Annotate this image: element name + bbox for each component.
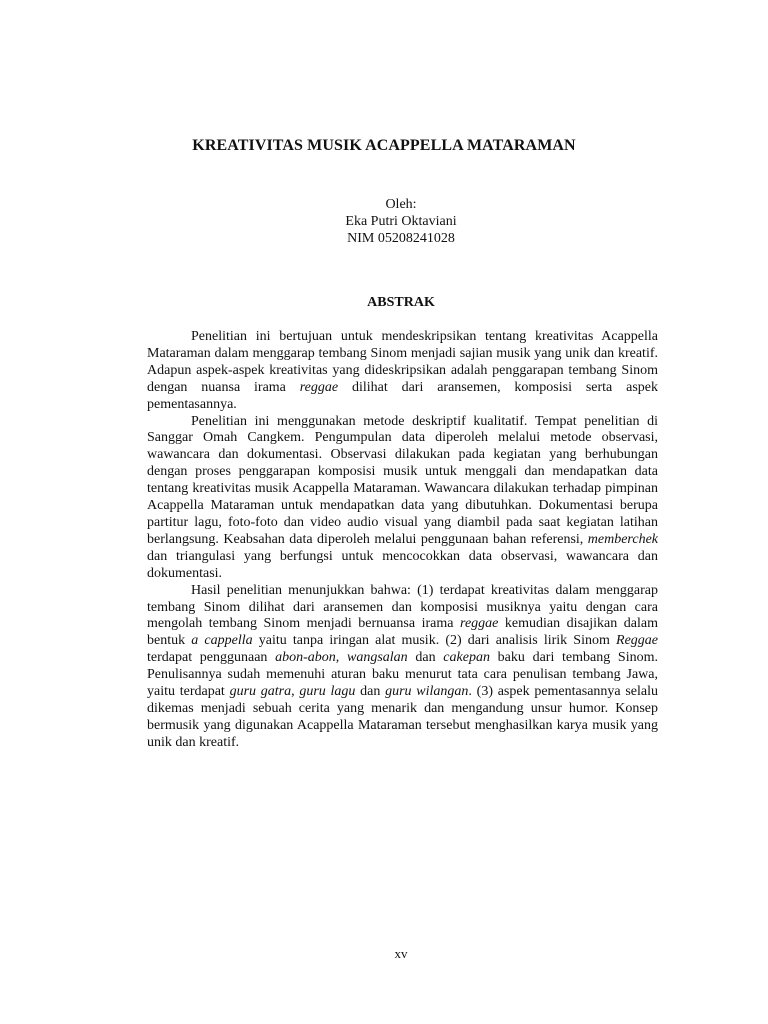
text-run: kemudian disajikan dalam bentuk <box>147 616 658 649</box>
italic-term: cakepan <box>443 650 490 666</box>
italic-term: a cappella <box>191 633 253 649</box>
author-name: Eka Putri Oktaviani <box>345 214 457 229</box>
text-run: dan <box>407 650 444 666</box>
text-run: , <box>291 684 300 700</box>
italic-term: Reggae <box>616 633 658 649</box>
italic-term: guru wilangan <box>385 684 469 700</box>
abstract-body <box>147 329 658 752</box>
text-run: Hasil penelitian menunjukkan bahwa: (1) terdapat kreativitas dalam menggarap tembang Sinom dilihat dari aransemen dan komposisi musiknya yaitu dengan cara mengolah tembang Sinom menjadi bernuansa irama <box>147 582 658 632</box>
text-run: . (3) aspek pementasannya selalu dikemas menjadi sebuah cerita yang menarik dan mengandung unsur humor. Konsep bermusik yang digunakan Acappella Mataraman tersebut menghasilkan karya musik yang unik dan kreatif. <box>147 684 659 750</box>
italic-term: guru lagu <box>299 684 356 700</box>
italic-term: abon-abon, wangsalan <box>275 650 408 666</box>
abstract-paragraph <box>147 583 658 752</box>
italic-term: memberchek <box>587 531 658 547</box>
author-block <box>0 196 768 247</box>
abstract-paragraph <box>147 329 658 414</box>
page-number: xv <box>394 946 408 961</box>
text-run: dilihat dari aransemen, komposisi serta aspek pementasannya. <box>147 379 658 412</box>
abstract-heading: ABSTRAK <box>367 295 435 310</box>
text-run: Penelitian ini menggunakan metode deskriptif kualitatif. Tempat penelitian di Sanggar Omah Cangkem. Pengumpulan data diperoleh melalui metode observasi, wawancara dan dokumentasi. Observasi dilakukan pada kegiatan yang berhubungan dengan proses penggarapan komposisi musik untuk menggali dan mendapatkan data tentang kreativitas musik Acappella Mataraman. Wawancara dilakukan terhadap pimpinan Acappella Mataraman untuk mendapatkan data yang dibutuhkan. Dokumentasi berupa partitur lagu, foto-foto dan video audio visual yang diambil pada saat kegiatan latihan berlangsung. Keabsahan data diperoleh melalui penggunaan bahan referensi, <box>147 413 658 547</box>
italic-term: guru gatra <box>229 684 292 700</box>
byline-label: Oleh: <box>385 197 417 212</box>
text-run: terdapat penggunaan <box>147 650 276 666</box>
italic-term: reggae <box>460 616 499 632</box>
text-run: dan <box>355 684 386 700</box>
text-run: yaitu tanpa iringan alat musik. (2) dari analisis lirik Sinom <box>252 633 617 649</box>
document-title: KREATIVITAS MUSIK ACAPPELLA MATARAMAN <box>192 137 576 154</box>
text-run: dan triangulasi yang berfungsi untuk mencocokkan data observasi, wawancara dan dokumentasi. <box>147 548 658 581</box>
student-id: NIM 05208241028 <box>347 231 455 246</box>
italic-term: reggae <box>299 379 339 395</box>
text-run: baku dari tembang Sinom. Penulisannya sudah memenuhi aturan baku menurut tata cara penulisan tembang Jawa, yaitu terdapat <box>147 650 658 700</box>
text-run: Penelitian ini bertujuan untuk mendeskripsikan tentang kreativitas Acappella Mataraman dalam menggarap tembang Sinom menjadi sajian musik yang unik dan kreatif. Adapun aspek-aspek kreativitas yang dideskripsikan adalah penggarapan tembang Sinom dengan nuansa irama <box>147 329 658 395</box>
abstract-paragraph <box>147 414 658 583</box>
